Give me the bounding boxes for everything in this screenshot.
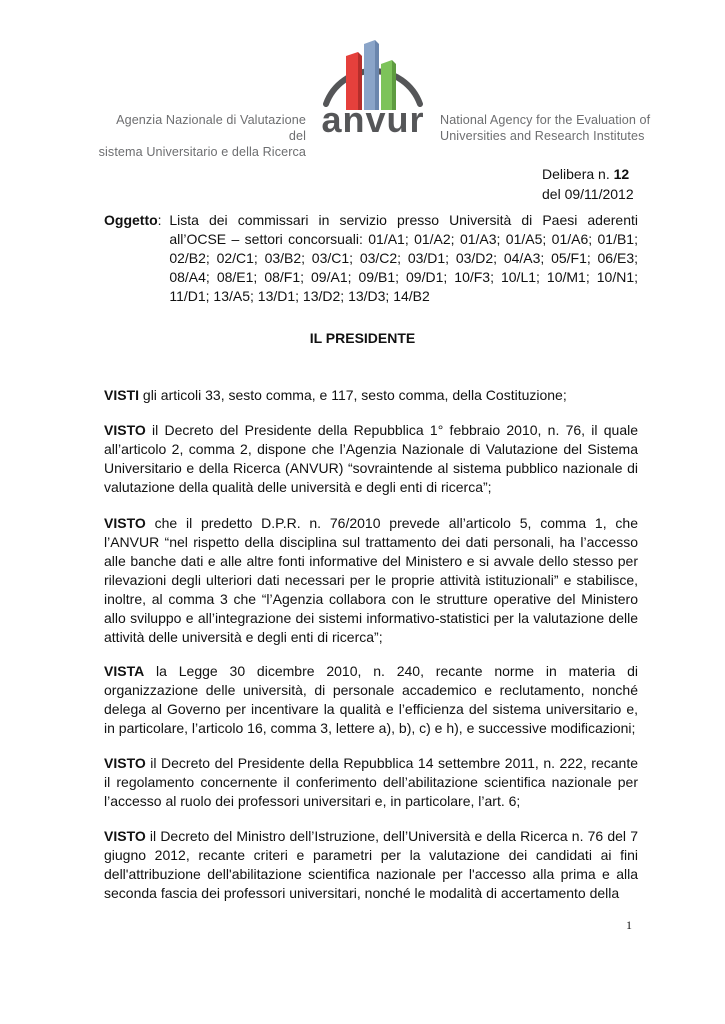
paragraph-text: il Decreto del Presidente della Repubblica 1° febbraio 2010, n. 76, il quale all’articolo 2, comma 2, dispone che l’Agenzia Nazionale di Valutazione del Sistema Universitario e della Ricerca (ANVUR) “sovraintende al sistema pubblico nazionale di valutazione della qualità delle università e degli enti di ricerca”; (104, 422, 638, 495)
paragraph-keyword: VISTI (104, 387, 140, 403)
paragraph (104, 662, 638, 738)
logo-wordmark: anvur (321, 99, 425, 140)
paragraph-keyword: VISTO (104, 515, 146, 531)
agency-name-english-line1: National Agency for the Evaluation of (440, 113, 651, 127)
paragraph-keyword: VISTA (104, 663, 145, 679)
paragraph (104, 421, 638, 497)
paragraph-keyword: VISTO (104, 828, 146, 844)
resolution-number-line (542, 164, 634, 184)
resolution-reference (542, 164, 634, 204)
paragraph-text: la Legge 30 dicembre 2010, n. 240, recante norme in materia di organizzazione delle università, di personale accademico e reclutamento, nonché delega al Governo per incentivare la qualità e l’efficienza del sistema universitario e, in particolare, l’articolo 16, comma 3, lettere a), b), c) e h), e successive modificazioni; (104, 663, 638, 736)
paragraph-text: il Decreto del Ministro dell’Istruzione, dell’Università e della Ricerca n. 76 del 7 giugno 2012, recante criteri e parametri per la valutazione dei candidati ai fini dell'attribuzione dell'abilitazione scientifica nazionale per l'accesso alla prima e alla seconda fascia dei professori universitari, nonché le modalità di accertamento della (104, 828, 638, 901)
resolution-date: del 09/11/2012 (542, 186, 634, 202)
paragraph-keyword: VISTO (104, 422, 146, 438)
paragraph-keyword: VISTO (104, 755, 146, 771)
letterhead (0, 0, 725, 159)
document-title: IL PRESIDENTE (309, 330, 416, 346)
paragraph (104, 386, 638, 405)
subject-colon: : (157, 212, 170, 228)
subject-text: Lista dei commissari in servizio presso Università di Paesi aderenti all’OCSE – settori concorsuali: 01/A1; 01/A2; 01/A3; 01/A5; 01/A6; 01/B1; 02/B2; 02/C1; 03/B2; 03/C1; 03/C2; 03/D1; 03/D2; 04/A3; 05/F1; 06/E3; 08/A4; 08/E1; 08/F1; 09/A1; 09/B1; 09/D1; 10/F3; 10/L1; 10/M1; 10/N1; 11/D1; 13/A5; 13/D1; 13/D2; 13/D3; 14/B2 (169, 212, 638, 304)
agency-name-italian-line2: sistema Universitario e della Ricerca (98, 145, 306, 159)
paragraph-text: gli articoli 33, sesto comma, e 117, sesto comma, della Costituzione; (139, 387, 567, 403)
resolution-label: Delibera n. (542, 166, 614, 182)
agency-name-italian (96, 112, 306, 160)
paragraph-text: che il predetto D.P.R. n. 76/2010 prevede all’articolo 5, comma 1, che l’ANVUR “nel rispetto della disciplina sul trattamento dei dati personali, ha l’accesso alle banche dati e alle altre fonti informative del Ministero e si avvale dello stesso per rilevazioni degli ulteriori dati necessari per le proprie attività istituzionali” e stabilisce, inoltre, al comma 3 che “l’Agenzia collabora con le strutture operative del Ministero allo sviluppo e all’integrazione dei sistemi informativo-statistici per la valutazione delle attività delle università e degli enti di ricerca”; (104, 515, 638, 645)
agency-name-english-line2: Universities and Research Institutes (440, 129, 645, 143)
agency-name-italian-line1: Agenzia Nazionale di Valutazione del (116, 113, 306, 143)
paragraph (104, 514, 638, 647)
subject-label: Oggetto (104, 212, 158, 228)
subject-block (104, 211, 638, 306)
agency-name-english (440, 112, 660, 144)
paragraph-text: il Decreto del Presidente della Repubblica 14 settembre 2011, n. 222, recante il regolamento concernente il conferimento dell’abilitazione scientifica nazionale per l’accesso al ruolo dei professori universitari e, in particolare, l’art. 6; (104, 755, 638, 809)
paragraph (104, 827, 638, 903)
paragraph (104, 754, 638, 811)
page-number: 1 (626, 918, 632, 932)
resolution-number: 12 (613, 166, 630, 182)
